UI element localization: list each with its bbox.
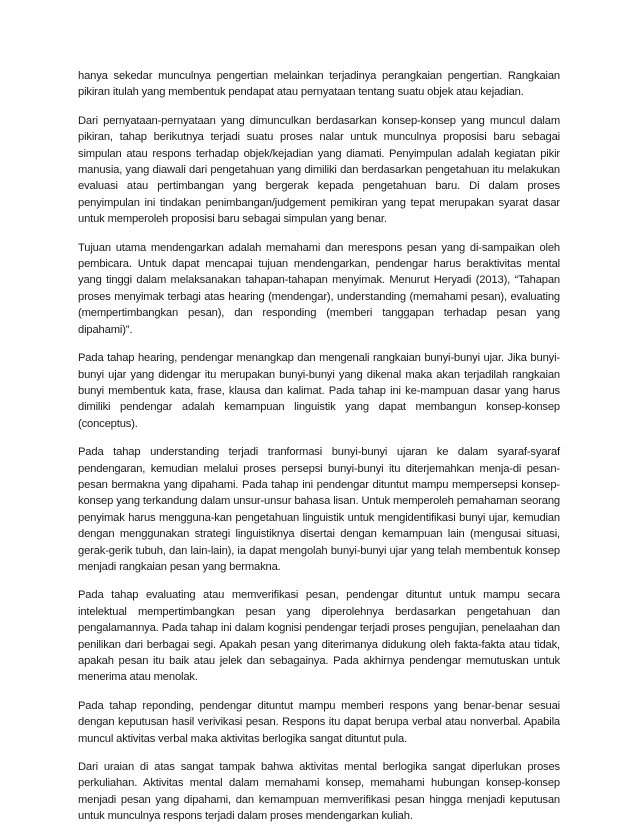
paragraph-kesimpulan: Dari uraian di atas sangat tampak bahwa aktivitas mental berlogika sangat diperlukan proses perkuliahan. Aktivitas mental dalam memahami konsep, memahami hubungan konsep-konsep menjadi pesan yang dipahami, dan kemampuan memverifikasi pesan hingga menjadi keputusan untuk munculnya respons terjadi dalam proses mendengarkan kuliah. (78, 761, 560, 823)
paragraph-continuation: hanya sekedar munculnya pengertian melainkan terjadinya perangkaian pengertian. Rangkaian pikiran itulah yang membentuk pendapat atau pernyataan tentang suatu objek atau kejadian. (78, 70, 560, 99)
paragraph-tahap-evaluating: Pada tahap evaluating atau memverifikasi pesan, pendengar dituntut untuk mampu secara intelektual mempertimbangkan pesan yang diperolehnya berdasarkan pengetahuan dan pengalamannya. Pada tahap ini dalam kognisi pendengar terjadi proses pengujian, penelaahan dan penilikan dari berbagai segi. Apakah pesan yang diterimanya didukung oleh fakta-fakta atau tidak, apakah pesan itu baik atau jelek dan sebagainya. Pada akhirnya pendengar memutuskan untuk menerima atau menolak. (78, 589, 560, 684)
paragraph-tahap-understanding: Pada tahap understanding terjadi tranformasi bunyi-bunyi ujaran ke dalam syaraf-syaraf pendengaran, kemudian melalui proses persepsi bunyi-bunyi itu diterjemahkan menja-di pesan-pesan bermakna yang dipahami. Pada tahap ini pendengar dituntut mampu mempersepsi konsep-konsep yang terkandung dalam unsur-unsur bahasa lisan. Untuk memperoleh pemahaman seorang penyimak harus mengguna-kan pengetahuan linguistik untuk mengidentifikasi bunyi ujar, kemudian dengan menggunakan strategi linguistiknya disertai dengan kemampuan lain (mengusai situasi, gerak-gerik tubuh, dan lain-lain), ia dapat mengolah bunyi-bunyi ujar yang telah membentuk konsep menjadi rangkaian pesan yang bermakna. (78, 446, 560, 573)
paragraph-tahap-hearing: Pada tahap hearing, pendengar menangkap dan mengenali rangkaian bunyi-bunyi ujar. Jika bunyi-bunyi ujar yang didengar itu merupakan bunyi-bunyi yang dikenal maka akan terjadilah rangkaian bunyi membentuk kata, frase, klausa dan kalimat. Pada tahap ini ke-mampuan dasar yang harus dimiliki pendengar adalah kemampuan linguistik yang dapat membangun konsep-konsep (conceptus). (78, 352, 560, 430)
paragraph-penyimpulan: Dari pernyataan-pernyataan yang dimunculkan berdasarkan konsep-konsep yang muncul dalam pikiran, tahap berikutnya terjadi suatu proses nalar untuk munculnya proposisi baru sebagai simpulan atau respons terhadap objek/kejadian yang diamati. Penyimpulan adalah kegiatan pikir manusia, yang diawali dari pengetahuan yang dimiliki dan berdasarkan pengetahuan itu melakukan evaluasi atau pertimbangan yang bergerak kepada pengetahuan baru. Di dalam proses penyimpulan ini tindakan penimbangan/judgement pemikiran yang tepat merupakan syarat dasar untuk memperoleh proposisi baru sebagai simpulan yang benar. (78, 114, 560, 226)
paragraph-tujuan-mendengarkan: Tujuan utama mendengarkan adalah memahami dan merespons pesan yang di-sampaikan oleh pembicara. Untuk dapat mencapai tujuan mendengarkan, pendengar harus beraktivitas mental yang tinggi dalam melaksanakan tahapan-tahapan menyimak. Menurut Heryadi (2013), “Tahapan proses menyimak terbagi atas hearing (mendengar), understanding (memahami pesan), evaluating (mempertimbangkan pesan), dan responding (memberi tanggapan terhadap pesan yang dipahami)”. (78, 241, 560, 336)
paragraph-tahap-responding: Pada tahap reponding, pendengar dituntut mampu memberi respons yang benar-benar sesuai dengan keputusan hasil verivikasi pesan. Respons itu dapat berupa verbal atau nonverbal. Apabila muncul aktivitas verbal maka aktivitas berlogika sangat dituntut pula. (78, 699, 560, 745)
